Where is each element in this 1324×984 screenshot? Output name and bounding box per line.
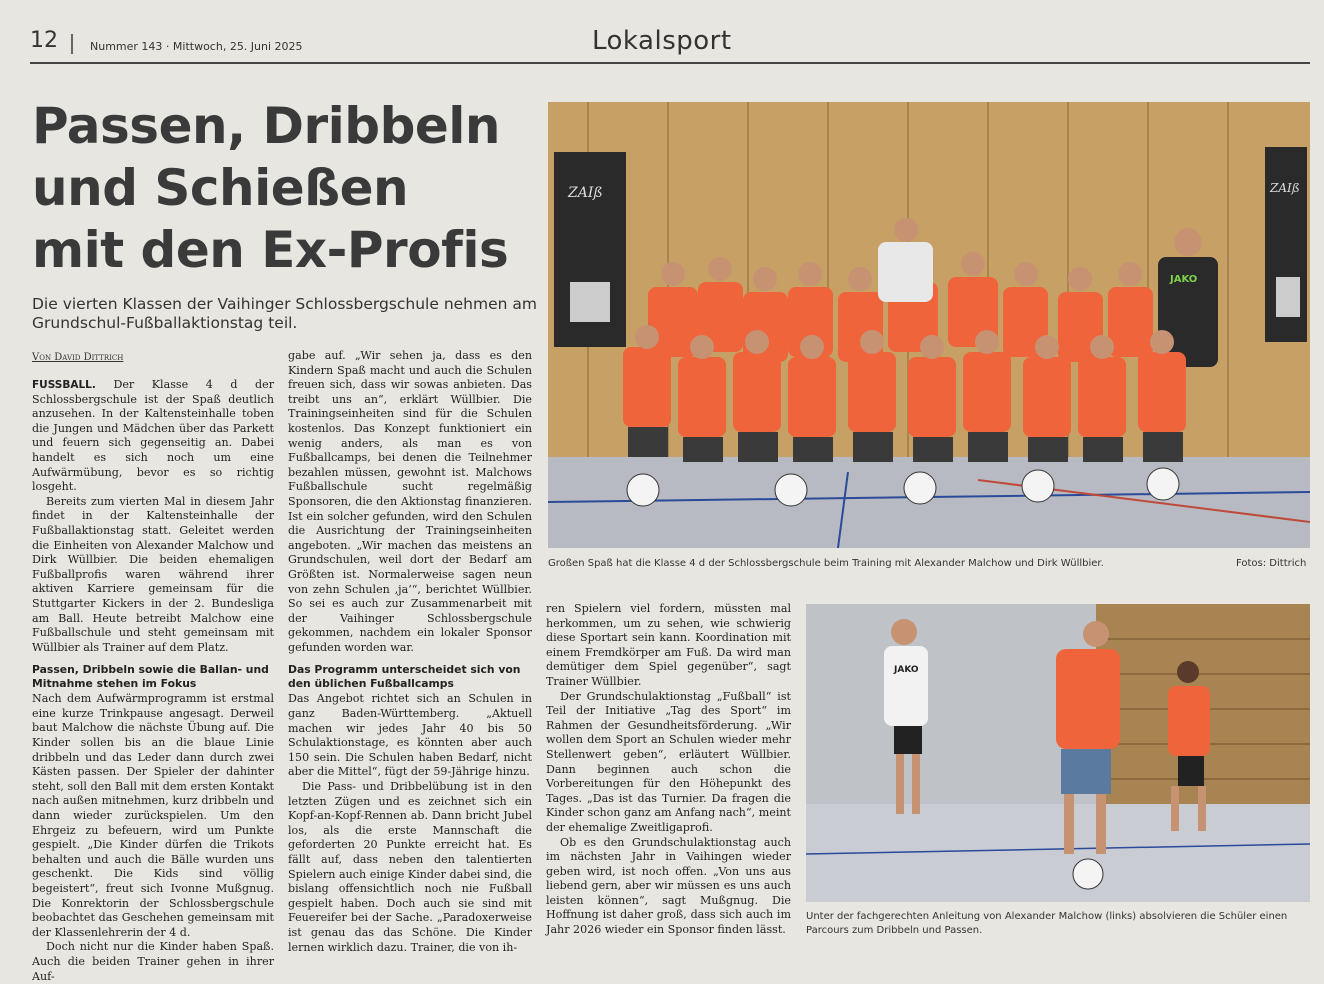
photo-caption-2: Unter der fachgerechten Anleitung von Alexander Malchow (links) absolvieren die Schüler einen Parcours zum Dribbeln und Passen. [806, 911, 1288, 936]
photo-credit: Fotos: Dittrich [1236, 558, 1307, 569]
byline: Von David Dittrich [32, 352, 124, 363]
article-column-3 [546, 602, 791, 938]
paragraph [32, 378, 274, 495]
subhead: Die vierten Klassen der Vaihinger Schlossbergschule nehmen am Grundschul-Fußballaktionstag teil. [32, 295, 537, 332]
photo-caption-1: Großen Spaß hat die Klasse 4 d der Schlossbergschule beim Training mit Alexander Malchow und Dirk Wüllbier. [548, 558, 1104, 569]
header-rule [30, 62, 1310, 64]
paragraph: Nach dem Aufwärmprogramm ist erstmal eine kurze Trinkpause angesagt. Derweil baut Malchow die nächste Übung auf. Die Kinder sollen bis an die blaue Linie dribbeln und das Leder dann durch zwei Kästen passen. Der Spieler der dahinter steht, soll den Ball mit dem ersten Kontakt nach außen mitnehmen, kurz dribbeln und dann wieder zurückspielen. Um den Ehrgeiz zu befeuern, wird um Punkte gespielt. „Die Kinder dürfen die Trikots behalten und auch die Bälle wurden uns geschenkt. Die Kids sind völlig begeistert“, freut sich Ivonne Mußgnug. Die Konrektorin der Schlossbergschule beobachtet das Geschehen gemeinsam mit der Klassenlehrerin der 4 d. [32, 692, 274, 939]
page-number: 12 [30, 28, 58, 53]
trainer-shirt-text-2: JAKO [894, 665, 919, 675]
paragraph: Bereits zum vierten Mal in diesem Jahr findet in der Kaltensteinhalle der Fußballaktionstag statt. Geleitet werden die Einheiten von Alexander Malchow und Dirk Wüllbier. Die beiden ehemaligen Fußballprofis waren während ihrer aktiven Karriere gemeinsam für die Stuttgarter Kickers in der 2. Bundesliga am Ball. Heute betreibt Malchow eine Fußballschule und steht gemeinsam mit Wüllbier als Trainer auf dem Platz. [32, 494, 274, 654]
headline-line-3: mit den Ex-Profis [32, 221, 509, 279]
subheading: Passen, Dribbeln sowie die Ballan- und Mitnahme stehen im Fokus [32, 663, 269, 690]
paragraph: Der Grundschulaktionstag „Fußball“ ist Teil der Initiative „Tag des Sport“ im Rahmen der Gesundheitsförderung. „Wir wollen dem Sport an Schulen wieder mehr Stellenwert geben“, erläutert Wüllbier. Dann beginnen auch schon die Vorbereitungen für den Höhepunkt des Tages. „Das ist das Turnier. Da fragen die Kinder schon ganz am Anfang nach“, meint der ehemalige Zweitligaprofi. [546, 689, 791, 834]
subheading: Das Programm unterscheidet sich von den üblichen Fußballcamps [288, 663, 521, 690]
headline-line-1: Passen, Dribbeln [32, 97, 501, 155]
article-column-1 [32, 378, 274, 984]
paragraph-text: Der Klasse 4 d der Schlossbergschule ist der Spaß deutlich anzusehen. In der Kaltensteinhalle toben die Jungen und Mädchen über das Parkett und feuern sich gegenseitig an. Dabei handelt es sich noch um eine Aufwärmübung, bevor es so richtig losgeht. [32, 378, 274, 494]
headline [32, 95, 532, 281]
training-photo [806, 604, 1310, 902]
kicker: FUSSBALL. [32, 379, 96, 391]
banner-right-text: ZAIß [1270, 181, 1300, 195]
trainer-shirt-text: JAKO [1170, 274, 1198, 285]
paragraph: gabe auf. „Wir sehen ja, dass es den Kindern Spaß macht und auch die Schulen freuen sich, dass wir sowas anbieten. Das treibt uns an“, erklärt Wüllbier. Die Trainingseinheiten sind für die Schulen kostenlos. Das Konzept funktioniert ein wenig anders, als man es von Fußballcamps, bei denen die Teilnehmer bezahlen müssen, gewohnt ist. Malchows Fußballschule sucht regelmäßig Sponsoren, die den Aktionstag finanzieren. Ist ein solcher gefunden, wird den Schulen die Ausrichtung der Trainingseinheiten angeboten. „Wir machen das meistens an Grundschulen, weil dort der Bedarf am Größten ist. Normalerweise sagen neun von zehn Schulen ‚ja‘“, berichtet Wüllbier. So sei es auch zur Zusammenarbeit mit der Vaihinger Schlossbergschule gekommen, nachdem ein lokaler Sponsor gefunden worden war. [288, 349, 532, 654]
paragraph: ren Spielern viel fordern, müssten mal herkommen, um zu sehen, wie schwierig diese Sportart sein kann. Koordination mit einem Fremdkörper am Fuß. Da wird man demütiger dem Spiel gegenüber“, sagt Trainer Wüllbier. [546, 602, 791, 688]
paragraph: Doch nicht nur die Kinder haben Spaß. Auch die beiden Trainer gehen in ihrer Auf- [32, 940, 274, 983]
issue-line: Nummer 143 · Mittwoch, 25. Juni 2025 [90, 40, 303, 53]
banner-left-text: ZAIß [568, 185, 603, 201]
paragraph: Ob es den Grundschulaktionstag auch im nächsten Jahr in Vaihingen wieder geben wird, ist noch offen. „Von uns aus liebend gern, aber wir müssen es uns auch leisten können“, sagt Mußgnug. Die Hoffnung ist daher groß, dass sich auch im Jahr 2026 wieder ein Sponsor finden lässt. [546, 835, 791, 937]
team-photo [548, 102, 1310, 548]
paragraph: Die Pass- und Dribbelübung ist in den letzten Zügen und es zeichnet sich ein Kopf-an-Kopf-Rennen ab. Dann bricht Jubel los, als die erste Mannschaft die geforderten 20 Punkte erreicht hat. Es fällt auf, dass neben den talentierten Spielern auch einige Kinder dabei sind, die bislang offensichtlich noch nie Fußball gespielt haben. Doch auch sie sind mit Feuereifer bei der Sache. „Paradoxerweise ist genau das das Schöne. Die Kinder lernen wirklich dazu. Trainer, die von ih- [288, 780, 532, 954]
paragraph: Das Angebot richtet sich an Schulen in ganz Baden-Württemberg. „Aktuell machen wir jedes Jahr 40 bis 50 Schulaktionstage, es könnten aber auch 150 sein. Die Schulen haben Bedarf, nicht aber die Mittel“, fügt der 59-Jährige hinzu. [288, 692, 532, 779]
article-column-2 [288, 349, 532, 955]
headline-line-2: und Schießen [32, 159, 409, 217]
header-divider [71, 34, 73, 54]
section-title: Lokalsport [592, 26, 732, 56]
